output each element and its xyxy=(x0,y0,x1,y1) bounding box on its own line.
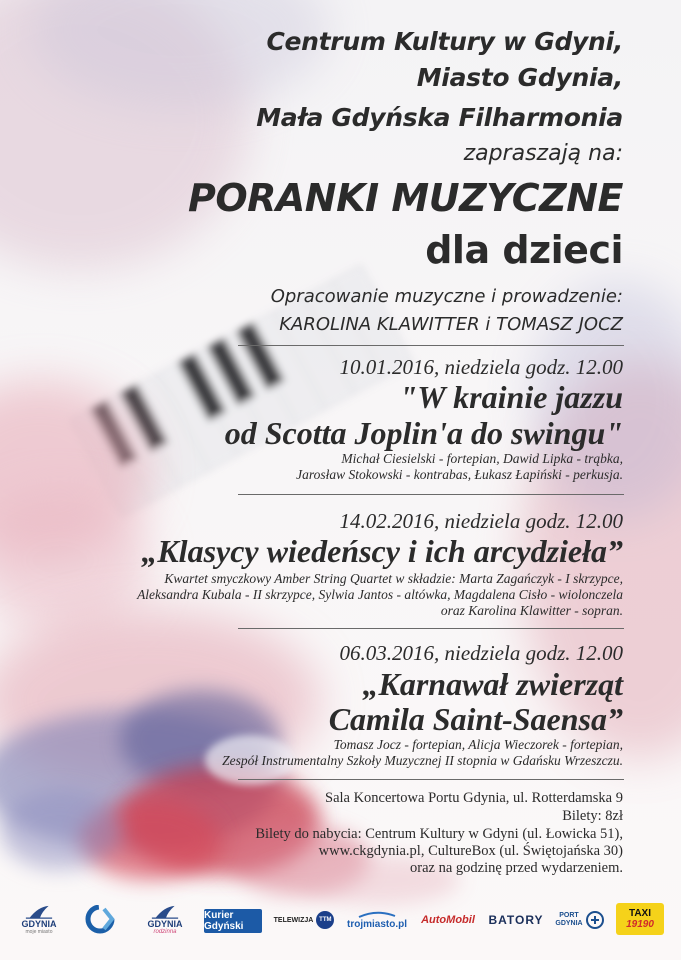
event-performers: oraz Karolina Klawitter - sopran. xyxy=(440,603,623,618)
event-performers: Aleksandra Kubala - II skrzypce, Sylwia Jantos - altówka, Magdalena Cisło - wiolonczela xyxy=(137,587,623,602)
sail-icon xyxy=(140,905,190,935)
sponsor-tagline: rodzinna xyxy=(153,929,177,935)
event-date: 06.03.2016, niedziela godz. 12.00 xyxy=(339,641,623,665)
event-title: „Klasycy wiedeńscy i ich arcydzieła” xyxy=(141,533,623,569)
event-title: Camila Saint-Saensa” xyxy=(328,701,623,737)
ck-logo-icon xyxy=(82,905,122,935)
sponsor-name: GDYNIA xyxy=(147,919,183,929)
sponsor-name: PORT GDYNIA xyxy=(555,912,583,927)
port-logo-icon xyxy=(552,905,608,935)
invite-text: zapraszają na: xyxy=(463,141,623,166)
sponsor-name: TAXI xyxy=(628,908,652,919)
newspaper-logo-icon xyxy=(204,909,262,933)
sponsor-name: Kurier Gdyński xyxy=(204,910,244,932)
sponsor-name: GDYNIA xyxy=(21,919,57,929)
sponsor-logos xyxy=(0,893,681,953)
sail-icon xyxy=(14,905,64,935)
event-performers: Michał Ciesielski - fortepian, Dawid Lipka - trąbka, xyxy=(341,451,623,466)
event-performers: Zespół Instrumentalny Szkoły Muzycznej II stopnia w Gdańsku Wrzeszczu. xyxy=(222,753,623,768)
divider xyxy=(238,345,624,346)
sponsor-name: trojmiasto.pl xyxy=(346,918,407,930)
event-performers: Kwartet smyczkowy Amber String Quartet w składzie: Marta Zagańczyk - I skrzypce, xyxy=(164,571,623,586)
wave-logo-icon xyxy=(344,905,410,935)
poster-title: PORANKI MUZYCZNE xyxy=(187,176,623,220)
organizer-line-3: Mała Gdyńska Filharmonia xyxy=(256,103,623,132)
event-title: od Scotta Joplin'a do swingu" xyxy=(224,415,623,451)
event-title: "W krainie jazzu xyxy=(399,379,623,415)
event-date: 10.01.2016, niedziela godz. 12.00 xyxy=(339,355,623,379)
car-logo-icon xyxy=(418,905,478,935)
sponsor-badge: TTM xyxy=(316,911,334,929)
venue-address: Sala Koncertowa Portu Gdynia, ul. Rotterdamska 9 xyxy=(325,790,623,806)
ticket-sales: oraz na godzinę przed wydarzeniem. xyxy=(410,860,623,876)
sponsor-name: TELEWIZJA xyxy=(273,916,314,924)
divider xyxy=(238,779,624,780)
ticket-price: Bilety: 8zł xyxy=(562,808,623,824)
divider xyxy=(238,494,624,495)
poster-subtitle: dla dzieci xyxy=(425,228,623,272)
sponsor-tagline: moje miasto xyxy=(25,929,53,935)
batory-logo-icon xyxy=(486,905,546,935)
event-date: 14.02.2016, niedziela godz. 12.00 xyxy=(339,509,623,533)
divider xyxy=(238,628,624,629)
organizer-line-2: Miasto Gdynia, xyxy=(416,63,623,92)
credits-label: Opracowanie muzyczne i prowadzenie: xyxy=(270,286,623,307)
tv-logo-icon xyxy=(272,905,336,935)
taxi-logo-icon xyxy=(616,903,664,935)
sponsor-number: 19190 xyxy=(626,919,654,930)
sponsor-name: BATORY xyxy=(488,913,544,927)
sponsor-name: AutoMobil xyxy=(421,914,475,926)
event-performers: Jarosław Stokowski - kontrabas, Łukasz Łapiński - perkusja. xyxy=(296,467,623,482)
event-performers: Tomasz Jocz - fortepian, Alicja Wieczorek - fortepian, xyxy=(333,737,623,752)
ticket-sales: www.ckgdynia.pl, CultureBox (ul. Świętojańska 30) xyxy=(318,843,623,859)
organizer-line-1: Centrum Kultury w Gdyni, xyxy=(266,27,623,56)
credits-names: KAROLINA KLAWITTER i TOMASZ JOCZ xyxy=(279,314,623,335)
event-title: „Karnawał zwierząt xyxy=(362,666,623,702)
ticket-sales: Bilety do nabycia: Centrum Kultury w Gdyni (ul. Łowicka 51), xyxy=(255,826,623,842)
